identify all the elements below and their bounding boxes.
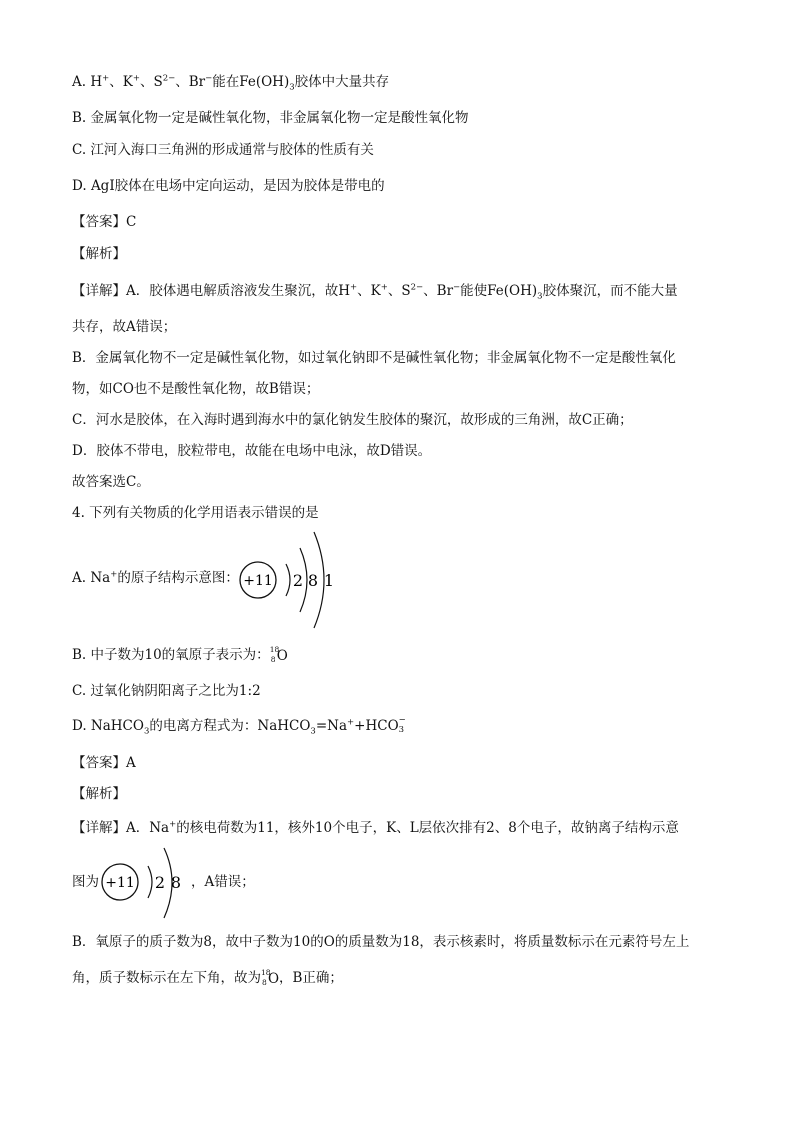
text: ，B正确；	[279, 970, 343, 986]
q3-detail-7: 故答案选C。	[72, 474, 150, 490]
text: B. 中子数为10的氧原子表示为：	[72, 647, 270, 663]
q4-detail-3: B．氧原子的质子数为8，故中子数为10的O的质量数为18，表示核素时，将质量数标示在元素符号左上	[72, 934, 690, 950]
text: 、S	[387, 283, 411, 299]
q3-detail-1	[72, 281, 678, 301]
text: 的原子结构示意图：	[117, 570, 239, 586]
shell-arc-1	[286, 564, 290, 596]
text: 、Br	[423, 283, 454, 299]
atom-structure-diagram-na-ion	[98, 844, 188, 922]
sup: −	[453, 282, 461, 293]
sub: 3	[537, 291, 543, 302]
q4-option-b	[72, 645, 288, 666]
text: 、S	[139, 74, 163, 90]
q3-option-c: C. 江河入海口三角洲的形成通常与胶体的性质有关	[72, 142, 374, 158]
text: +HCO	[354, 718, 399, 734]
shell-2-count: 8	[307, 571, 319, 590]
q3-option-a	[72, 72, 389, 92]
q3-detail-6: D．胶体不带电，胶粒带电，故能在电场中电泳，故D错误。	[72, 443, 432, 459]
sup: +	[380, 282, 388, 293]
q3-option-b: B. 金属氧化物一定是碱性氧化物，非金属氧化物一定是酸性氧化物	[72, 110, 469, 126]
text: 能使	[460, 283, 488, 299]
q4-option-d	[72, 716, 407, 736]
q4-option-a	[72, 568, 239, 588]
isotope-notation	[270, 646, 288, 666]
q3-detail-4: 物，如CO也不是酸性氧化物，故B错误；	[72, 381, 320, 397]
sup: +	[102, 73, 110, 84]
sup: +	[132, 73, 140, 84]
element-symbol: O	[276, 647, 288, 664]
q4-stem: 4. 下列有关物质的化学用语表示错误的是	[72, 505, 319, 521]
text: A. Na	[72, 570, 111, 586]
sup: +	[347, 717, 355, 728]
proton-number: 8	[262, 977, 267, 987]
sub: 3	[398, 724, 405, 735]
text: 的核电荷数为11，核外10个电子，K、L层依次排有2、8个电子，故钠离子结构示意	[176, 820, 679, 836]
mass-number: 18	[269, 644, 280, 654]
q3-analysis: 【解析】	[72, 246, 126, 262]
shell-2-count: 8	[170, 873, 182, 892]
q4-answer: 【答案】A	[72, 755, 136, 771]
shell-3-count: 1	[323, 571, 335, 590]
formula: Fe(OH)	[239, 74, 290, 90]
text: 胶体中大量共存	[294, 74, 390, 90]
text: 、Br	[175, 74, 206, 90]
sup: +	[350, 282, 358, 293]
q3-detail-5: C．河水是胶体，在入海时遇到海水中的氯化钠发生胶体的聚沉，故形成的三角洲，故C正确；	[72, 412, 633, 428]
text: 【详解】A．Na	[72, 820, 170, 836]
sup: −	[205, 73, 213, 84]
text: =Na	[315, 718, 348, 734]
sup: +	[169, 819, 177, 830]
sup: −	[398, 714, 406, 725]
text: 角，质子数标示在左下角，故为	[72, 970, 261, 986]
proton-number: 8	[270, 654, 276, 664]
q4-detail-1	[72, 818, 679, 838]
q4-option-c: C. 过氧化钠阴阳离子之比为1:2	[72, 683, 261, 699]
text: 图为	[72, 874, 99, 890]
q4-analysis: 【解析】	[72, 786, 126, 802]
mass-number: 18	[261, 967, 271, 977]
sup: 2−	[410, 282, 424, 293]
text: 的电离方程式为：NaHCO	[149, 718, 311, 734]
sub: 3	[310, 726, 316, 737]
formula: Fe(OH)	[487, 283, 538, 299]
text: D. NaHCO	[72, 718, 144, 734]
text: 胶体聚沉，而不能大量	[542, 283, 678, 299]
q4-detail-4	[72, 968, 343, 989]
q3-option-d	[72, 176, 385, 196]
q3-answer: 【答案】C	[72, 214, 137, 230]
text: 能在	[212, 74, 240, 90]
sub: 3	[289, 82, 295, 93]
text: 胶体在电场中定向运动，是因为胶体是带电的	[114, 178, 385, 194]
shell-1-count: 2	[292, 571, 304, 590]
text: A. H	[72, 74, 103, 90]
text: ，A错误；	[191, 874, 255, 890]
atom-structure-diagram-na	[238, 528, 338, 632]
sub-sup-stack	[398, 714, 407, 735]
text: 【详解】A．胶体遇电解质溶液发生聚沉，故H	[72, 283, 351, 299]
q3-detail-3: B．金属氧化物不一定是碱性氧化物，如过氧化钠即不是碱性氧化物；非金属氧化物不一定是酸性氧化	[72, 350, 676, 366]
text: 、K	[357, 283, 381, 299]
formula: AgI	[90, 178, 115, 194]
shell-1-count: 2	[154, 873, 166, 892]
isotope-notation	[261, 969, 279, 989]
sub: 3	[143, 726, 150, 737]
q3-detail-2: 共存，故A错误；	[72, 319, 177, 335]
text: D.	[72, 178, 91, 194]
nucleus-charge: +11	[105, 875, 135, 891]
text: 、K	[109, 74, 133, 90]
shell-arc-1	[148, 866, 152, 898]
sup: +	[110, 569, 118, 580]
nucleus-charge: +11	[243, 573, 273, 589]
sup: 2−	[162, 73, 176, 84]
element-symbol: O	[268, 970, 280, 987]
